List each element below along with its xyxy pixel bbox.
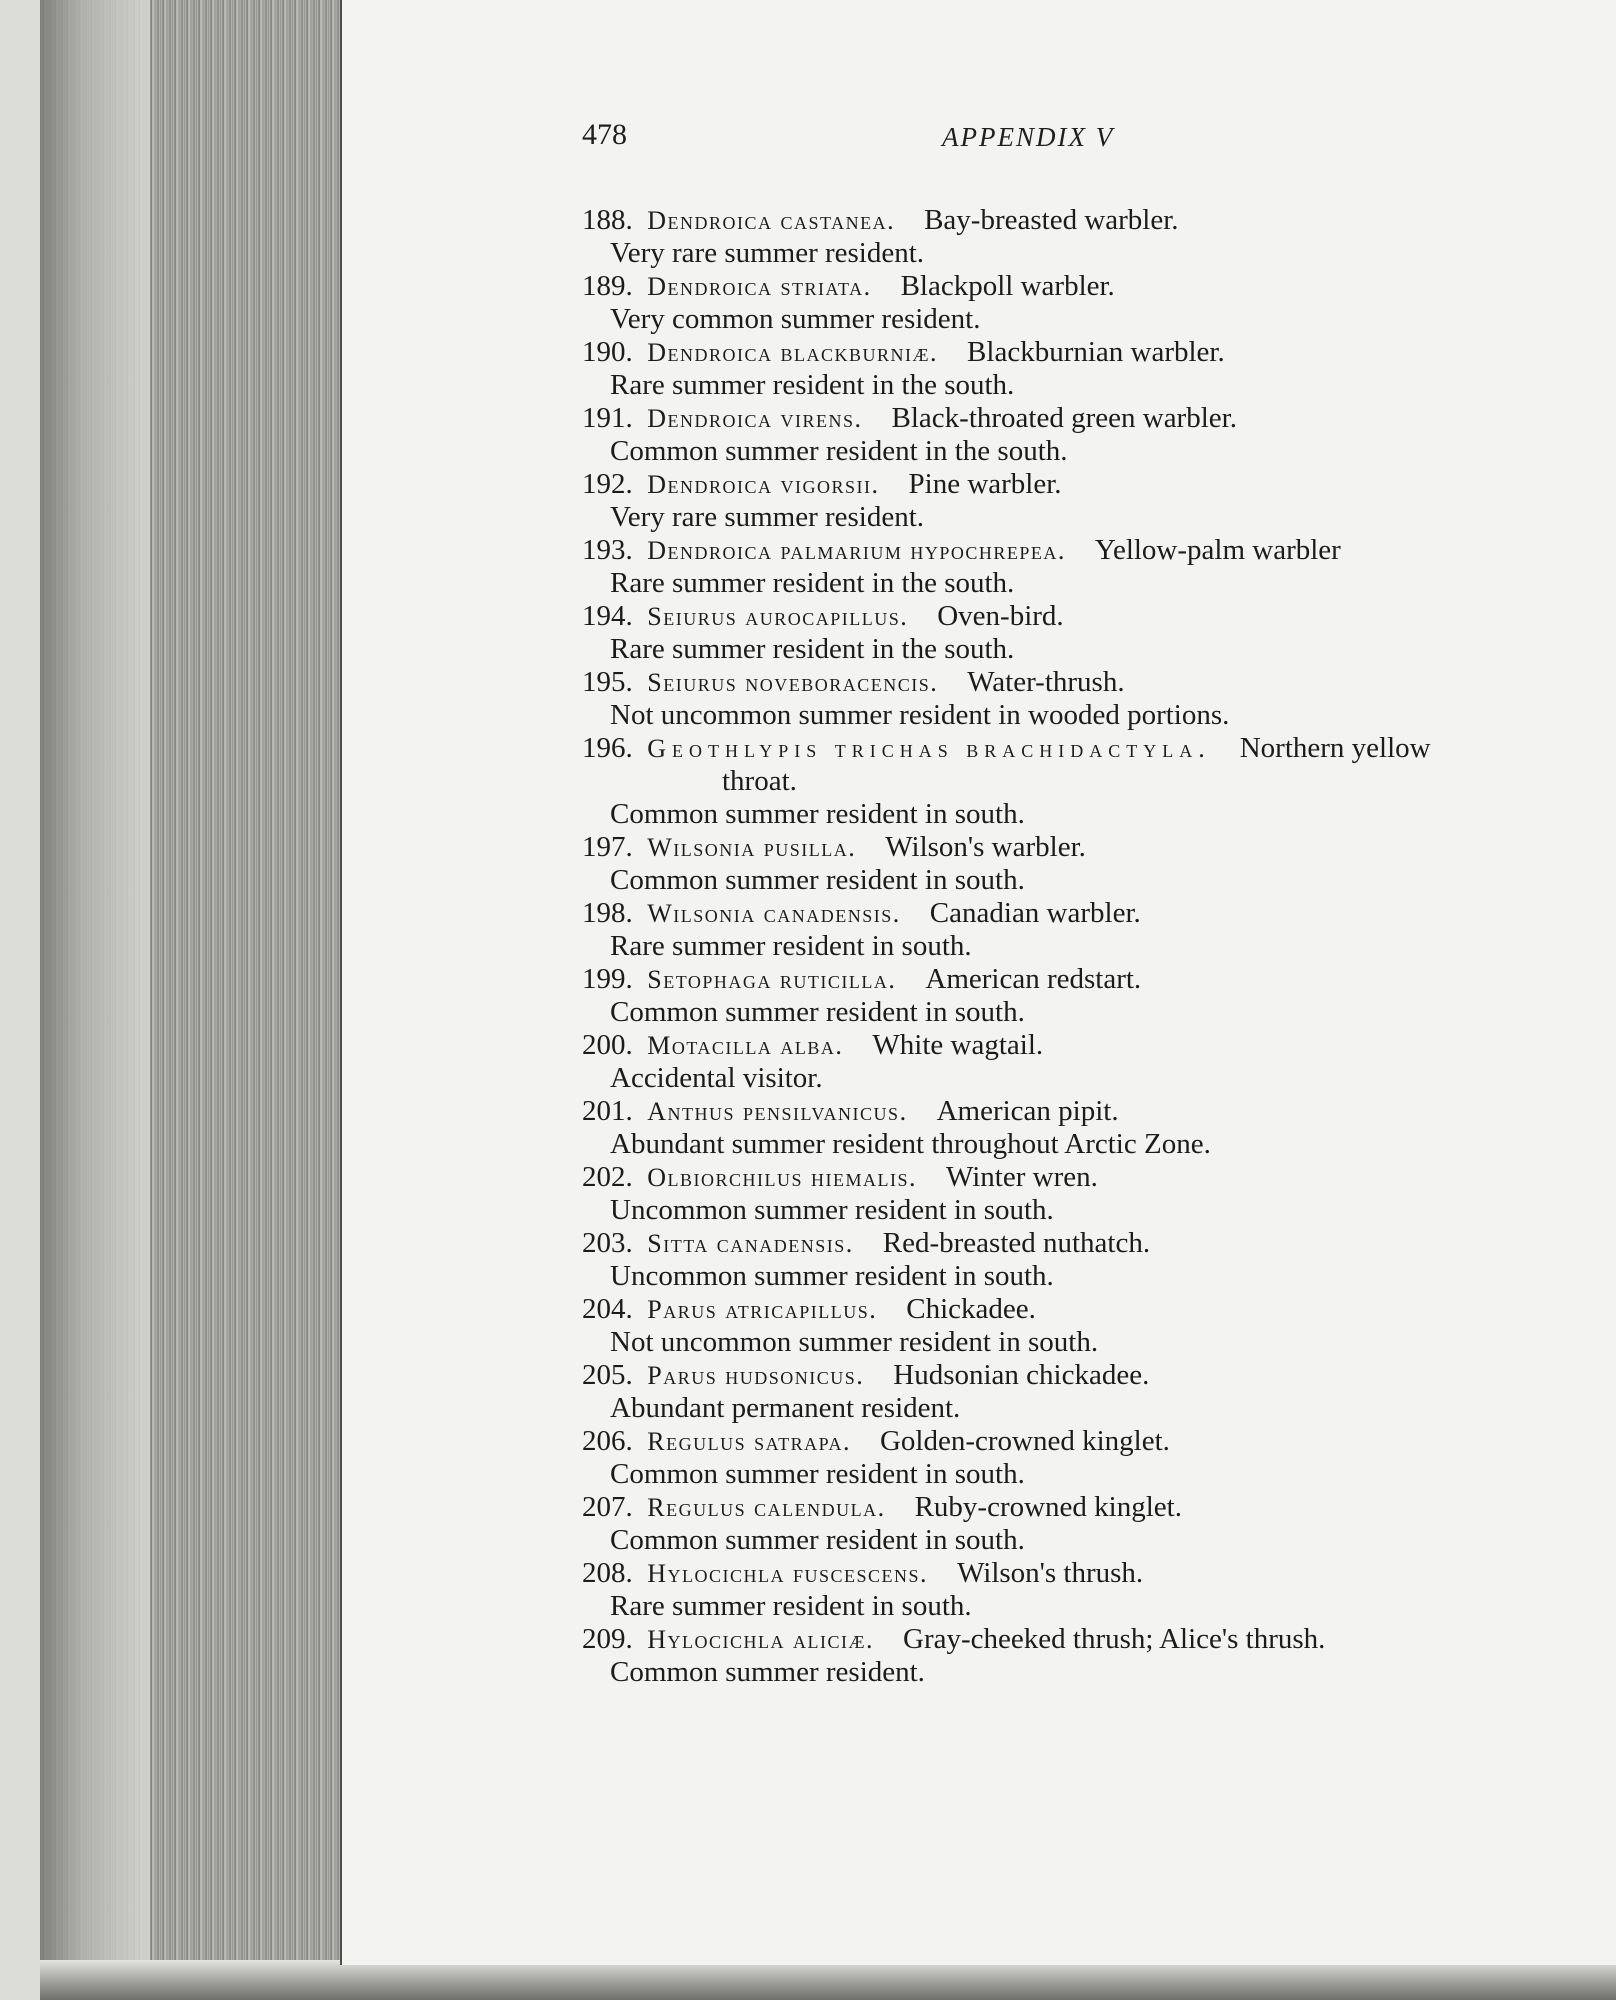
entry-number: 207.	[582, 1491, 633, 1523]
residency-status: Accidental visitor.	[610, 1062, 823, 1094]
residency-status: Rare summer resident in south.	[610, 930, 972, 962]
entry-number: 189.	[582, 270, 633, 302]
entry-heading-line	[582, 1557, 1602, 1590]
common-name-continuation: throat.	[722, 765, 797, 797]
entry-heading-line	[582, 1359, 1602, 1392]
residency-status: Very rare summer resident.	[610, 237, 925, 269]
scientific-name: Sitta canadensis.	[647, 1229, 854, 1258]
entry-number: 190.	[582, 336, 633, 368]
entry-heading-line	[582, 831, 1602, 864]
common-name: Hudsonian chickadee.	[893, 1359, 1150, 1391]
entry-number: 199.	[582, 963, 633, 995]
book-bottom-edge	[40, 1960, 1616, 2000]
scientific-name: Olbiorchilus hiemalis.	[647, 1163, 918, 1192]
residency-status: Very rare summer resident.	[610, 501, 925, 533]
species-entry	[582, 534, 1602, 600]
entry-heading-line	[582, 897, 1602, 930]
scientific-name: Geothlypis trichas brachidactyla.	[647, 734, 1211, 763]
residency-status: Very common summer resident.	[610, 303, 981, 335]
residency-status: Rare summer resident in south.	[610, 1590, 972, 1622]
residency-status: Abundant summer resident throughout Arctic Zone.	[610, 1128, 1211, 1160]
scientific-name: Seiurus noveboracencis.	[647, 668, 939, 697]
species-entry	[582, 897, 1602, 963]
entry-heading-line	[582, 270, 1602, 303]
running-head	[342, 118, 1616, 158]
species-entry	[582, 1425, 1602, 1491]
species-entry	[582, 1359, 1602, 1425]
scientific-name: Hylocichla aliciæ.	[647, 1625, 875, 1654]
entry-heading-line	[582, 600, 1602, 633]
residency-status: Common summer resident in south.	[610, 996, 1025, 1028]
book-spine-shadow	[40, 0, 150, 1990]
scientific-name: Seiurus aurocapillus.	[647, 602, 909, 631]
entry-number: 201.	[582, 1095, 633, 1127]
species-entry	[582, 831, 1602, 897]
species-entry	[582, 336, 1602, 402]
entry-number: 194.	[582, 600, 633, 632]
common-name: Blackburnian warbler.	[967, 336, 1225, 368]
common-name: Winter wren.	[946, 1161, 1098, 1193]
running-title: APPENDIX V	[942, 122, 1115, 152]
common-name: Wilson's warbler.	[885, 831, 1086, 863]
entry-heading-line	[582, 1227, 1602, 1260]
scientific-name: Setophaga ruticilla.	[647, 965, 897, 994]
residency-status: Uncommon summer resident in south.	[610, 1260, 1054, 1292]
common-name: White wagtail.	[872, 1029, 1044, 1061]
entry-heading-line	[582, 1623, 1602, 1656]
scientific-name: Regulus calendula.	[647, 1493, 886, 1522]
entry-heading-line	[582, 1095, 1602, 1128]
species-entry	[582, 204, 1602, 270]
entry-number: 196.	[582, 732, 633, 764]
species-entry	[582, 1491, 1602, 1557]
residency-status: Not uncommon summer resident in south.	[610, 1326, 1099, 1358]
scientific-name: Regulus satrapa.	[647, 1427, 851, 1456]
species-entry	[582, 468, 1602, 534]
scientific-name: Dendroica virens.	[647, 404, 863, 433]
species-list	[582, 204, 1602, 1689]
common-name: Red-breasted nuthatch.	[882, 1227, 1151, 1259]
scientific-name: Parus atricapillus.	[647, 1295, 878, 1324]
entry-heading-line	[582, 402, 1602, 435]
common-name: American pipit.	[936, 1095, 1119, 1127]
common-name: Northern yellow	[1239, 732, 1431, 764]
species-entry	[582, 270, 1602, 336]
entry-number: 209.	[582, 1623, 633, 1655]
scientific-name: Wilsonia pusilla.	[647, 833, 857, 862]
common-name: Black-throated green warbler.	[891, 402, 1237, 434]
scientific-name: Dendroica castanea.	[647, 206, 896, 235]
entry-number: 200.	[582, 1029, 633, 1061]
entry-heading-line	[582, 336, 1602, 369]
residency-status: Rare summer resident in the south.	[610, 567, 1015, 599]
scientific-name: Dendroica vigorsii.	[647, 470, 880, 499]
entry-heading-line	[582, 666, 1602, 699]
page-number: 478	[582, 118, 627, 151]
common-name: Bay-breasted warbler.	[924, 204, 1179, 236]
scientific-name: Wilsonia canadensis.	[647, 899, 901, 928]
residency-status: Abundant permanent resident.	[610, 1392, 961, 1424]
entry-heading-line	[582, 204, 1602, 237]
common-name: American redstart.	[925, 963, 1142, 995]
entry-heading-line	[582, 1161, 1602, 1194]
species-entry	[582, 1293, 1602, 1359]
species-entry	[582, 1557, 1602, 1623]
residency-status: Uncommon summer resident in south.	[610, 1194, 1054, 1226]
entry-number: 191.	[582, 402, 633, 434]
entry-number: 205.	[582, 1359, 633, 1391]
entry-number: 203.	[582, 1227, 633, 1259]
entry-number: 195.	[582, 666, 633, 698]
common-name: Blackpoll warbler.	[900, 270, 1115, 302]
common-name: Water-thrush.	[967, 666, 1125, 698]
entry-number: 197.	[582, 831, 633, 863]
common-name: Chickadee.	[906, 1293, 1036, 1325]
entry-heading-line	[582, 1029, 1602, 1062]
entry-heading-line	[582, 1491, 1602, 1524]
species-entry	[582, 1161, 1602, 1227]
residency-status: Not uncommon summer resident in wooded portions.	[610, 699, 1230, 731]
entry-number: 202.	[582, 1161, 633, 1193]
entry-number: 198.	[582, 897, 633, 929]
common-name: Yellow-palm warbler	[1094, 534, 1341, 566]
printed-page	[340, 0, 1616, 1965]
species-entry	[582, 1095, 1602, 1161]
scientific-name: Dendroica palmarium hypochrepea.	[647, 536, 1066, 565]
entry-number: 206.	[582, 1425, 633, 1457]
species-entry	[582, 600, 1602, 666]
entry-number: 204.	[582, 1293, 633, 1325]
entry-number: 192.	[582, 468, 633, 500]
species-entry	[582, 666, 1602, 732]
residency-status: Common summer resident in the south.	[610, 435, 1068, 467]
entry-heading-line	[582, 468, 1602, 501]
entry-number: 208.	[582, 1557, 633, 1589]
common-name: Pine warbler.	[908, 468, 1062, 500]
common-name: Golden-crowned kinglet.	[879, 1425, 1170, 1457]
residency-status: Common summer resident in south.	[610, 864, 1025, 896]
scientific-name: Hylocichla fuscescens.	[647, 1559, 929, 1588]
species-entry	[582, 1227, 1602, 1293]
common-name: Ruby-crowned kinglet.	[914, 1491, 1182, 1523]
entry-number: 188.	[582, 204, 633, 236]
species-entry	[582, 402, 1602, 468]
species-entry	[582, 1029, 1602, 1095]
common-name: Canadian warbler.	[929, 897, 1141, 929]
residency-status: Rare summer resident in the south.	[610, 369, 1015, 401]
species-entry	[582, 1623, 1602, 1689]
entry-heading-line	[582, 534, 1602, 567]
scientific-name: Dendroica striata.	[647, 272, 872, 301]
entry-number: 193.	[582, 534, 633, 566]
residency-status: Common summer resident in south.	[610, 798, 1025, 830]
entry-heading-line	[582, 963, 1602, 996]
scientific-name: Motacilla alba.	[647, 1031, 844, 1060]
residency-status: Rare summer resident in the south.	[610, 633, 1015, 665]
species-entry	[582, 732, 1602, 831]
scientific-name: Dendroica blackburniæ.	[647, 338, 939, 367]
residency-status: Common summer resident in south.	[610, 1524, 1025, 1556]
scientific-name: Parus hudsonicus.	[647, 1361, 865, 1390]
entry-heading-line	[582, 1425, 1602, 1458]
residency-status: Common summer resident in south.	[610, 1458, 1025, 1490]
entry-heading-line	[582, 1293, 1602, 1326]
common-name: Wilson's thrush.	[957, 1557, 1144, 1589]
residency-status: Common summer resident.	[610, 1656, 925, 1688]
common-name: Gray-cheeked thrush; Alice's thrush.	[903, 1623, 1326, 1655]
scientific-name: Anthus pensilvanicus.	[647, 1097, 908, 1126]
species-entry	[582, 963, 1602, 1029]
entry-heading-line	[582, 732, 1602, 765]
common-name: Oven-bird.	[937, 600, 1064, 632]
